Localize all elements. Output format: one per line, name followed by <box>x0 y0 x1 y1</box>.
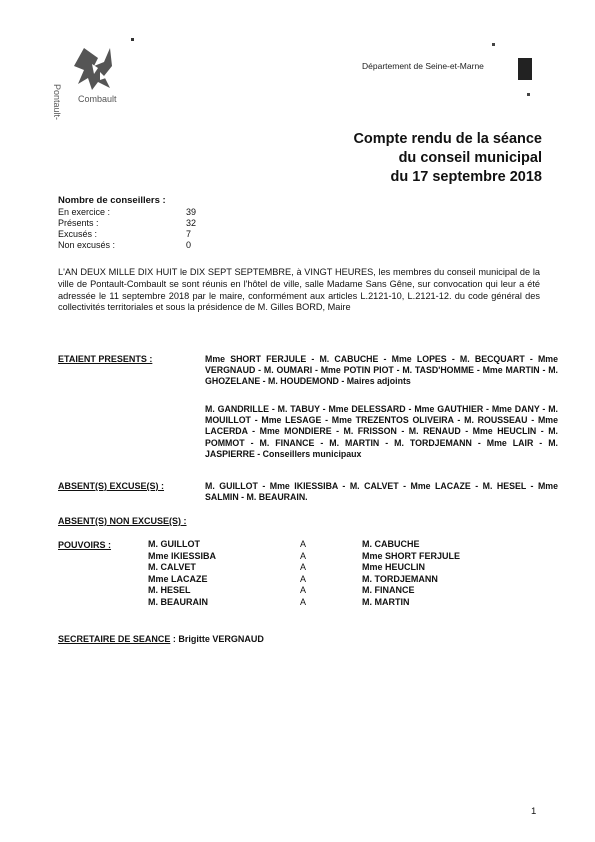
proxy-to: A <box>300 550 307 561</box>
count-value: 0 <box>186 240 192 251</box>
proxy-receiver: M. CABUCHE <box>362 539 420 549</box>
corner-mark <box>518 58 532 80</box>
absents-non-excuses-label: ABSENT(S) NON EXCUSE(S) : <box>58 516 187 526</box>
proxy-receiver: Mme HEUCLIN <box>362 562 426 572</box>
secretaire-name: Brigitte VERGNAUD <box>178 634 264 644</box>
table-row <box>148 562 460 574</box>
secretaire-colon: : <box>170 634 179 644</box>
count-label: En exercice : <box>58 206 111 217</box>
proxy-receiver: Mme SHORT FERJULE <box>362 550 461 561</box>
count-label: Non excusés : <box>58 240 116 251</box>
count-label: Présents : <box>58 217 99 228</box>
table-row <box>148 539 460 551</box>
pouvoirs-label: POUVOIRS : <box>58 540 112 550</box>
presents-label: ETAIENT PRESENTS : <box>58 354 153 364</box>
count-label: Excusés : <box>58 228 98 239</box>
proxy-giver: M. GUILLOT <box>148 539 200 549</box>
title-line-2: du conseil municipal <box>398 150 542 166</box>
table-row <box>58 207 196 218</box>
table-row <box>148 551 460 563</box>
secretaire-line <box>58 634 264 644</box>
proxy-receiver: M. TORDJEMANN <box>362 573 438 584</box>
intro-paragraph: L'AN DEUX MILLE DIX HUIT le DIX SEPT SEPTEMBRE, à VINGT HEURES, les membres du conseil municipal de la ville de Pontault-Combault se sont réunis en l'hôtel de ville, salle Madame Sans Gêne, sur convocation qui leur a été adressée le 11 septembre 2018 par le maire, conformément aux articles L.2121-10, L.2121-12. du code général des collectivités territoriales et sous la présidence de M. Gilles BORD, Maire <box>58 267 540 313</box>
city-logo <box>52 44 140 121</box>
proxy-to: A <box>300 596 307 607</box>
absents-excuses-label: ABSENT(S) EXCUSE(S) : <box>58 481 165 491</box>
presents-conseillers: M. GANDRILLE - M. TABUY - Mme DELESSARD - Mme GAUTHIER - Mme DANY - M. MOUILLOT - Mme LESAGE - Mme TREZENTOS OLIVEIRA - M. ROUSSEAU - Mme LACERDA - Mme MONDIERE - M. FRISSON - M. RENAUD - Mme HEUCLIN - M. POMMOT - M. FINANCE - M. MARTIN - M. TORDJEMANN - Mme LAIR - M. JASPIERRE - Conseillers municipaux <box>205 404 558 459</box>
pouvoirs-table <box>148 539 460 608</box>
proxy-to: A <box>300 562 307 572</box>
speck-mark <box>492 43 495 46</box>
speck-mark <box>527 93 530 96</box>
department-name: Département de Seine-et-Marne <box>362 61 484 71</box>
count-value: 39 <box>186 206 197 217</box>
proxy-giver: M. HESEL <box>148 585 191 595</box>
absents-excuses-names: M. GUILLOT - Mme IKIESSIBA - M. CALVET - Mme LACAZE - M. HESEL - Mme SALMIN - M. BEAURAIN. <box>205 481 558 503</box>
councillor-counts <box>58 195 196 251</box>
counts-table <box>58 207 196 252</box>
counts-heading: Nombre de conseillers : <box>58 195 166 206</box>
proxy-receiver: M. FINANCE <box>362 585 415 595</box>
table-row <box>58 240 196 251</box>
proxy-to: A <box>300 573 307 584</box>
proxy-giver: M. BEAURAIN <box>148 596 208 607</box>
proxy-to: A <box>300 539 307 549</box>
count-value: 32 <box>186 217 197 228</box>
logo-text-vertical: Pontault- <box>52 84 62 121</box>
speck-mark <box>131 38 134 41</box>
page-number: 1 <box>531 806 537 817</box>
title-line-3: du 17 septembre 2018 <box>390 169 542 185</box>
count-value: 7 <box>186 228 192 239</box>
secretaire-label: SECRETAIRE DE SEANCE <box>58 634 171 644</box>
table-row <box>148 574 460 586</box>
table-row <box>58 229 196 240</box>
proxy-giver: Mme LACAZE <box>148 573 208 584</box>
presents-adjoints: Mme SHORT FERJULE - M. CABUCHE - Mme LOPES - M. BECQUART - Mme VERGNAUD - M. OUMARI - Mme POTIN PIOT - M. TASD'HOMME - Mme MARTIN - M. GHOZELANE - M. HOUDEMOND - Maires adjoints <box>205 354 558 387</box>
logo-text-bottom: Combault <box>78 94 117 104</box>
table-row <box>148 585 460 597</box>
title-line-1: Compte rendu de la séance <box>353 131 542 147</box>
proxy-to: A <box>300 585 307 595</box>
document-title <box>300 130 542 187</box>
proxy-giver: M. CALVET <box>148 562 196 572</box>
table-row <box>58 218 196 229</box>
table-row <box>148 597 460 609</box>
proxy-receiver: M. MARTIN <box>362 596 410 607</box>
proxy-giver: Mme IKIESSIBA <box>148 550 217 561</box>
